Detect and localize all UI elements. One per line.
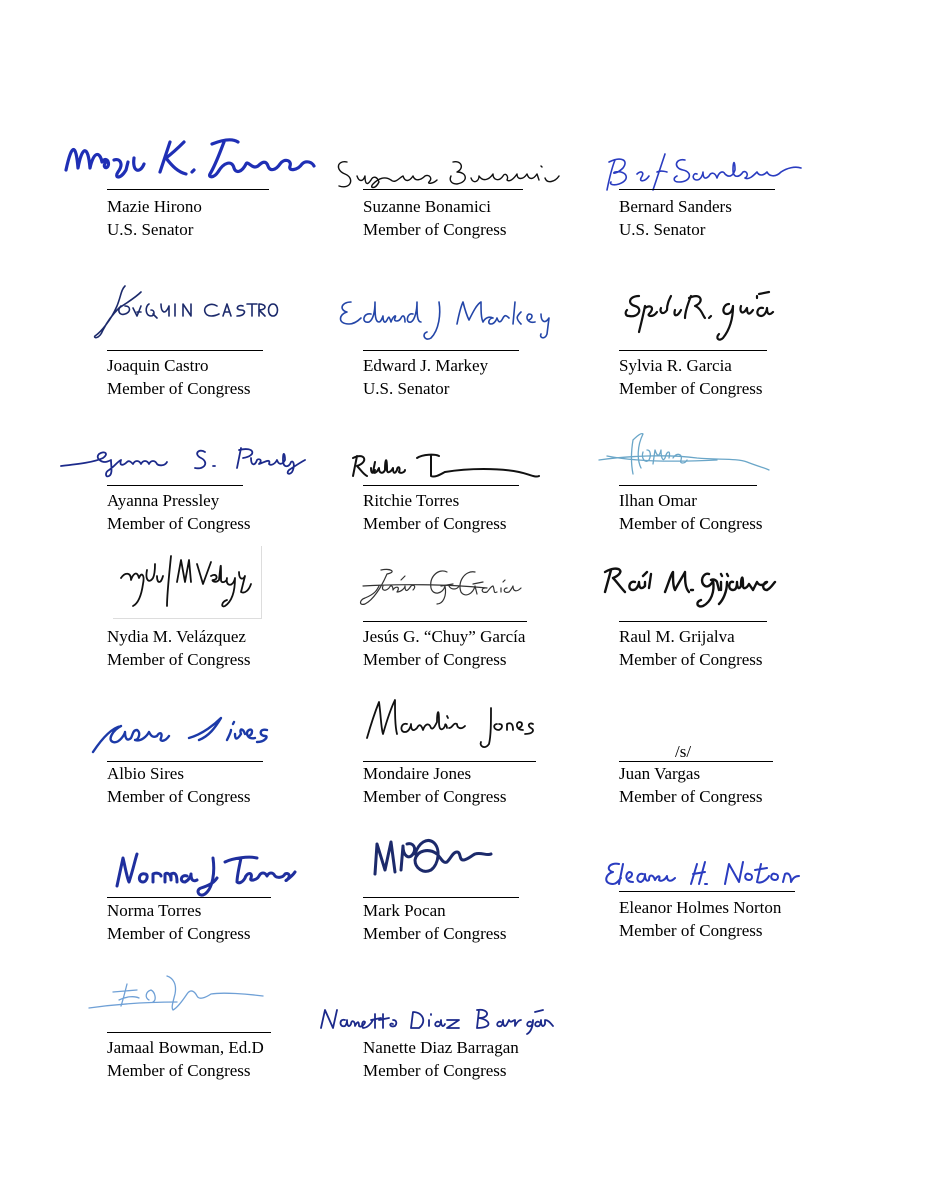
signatory-title: U.S. Senator — [107, 220, 194, 239]
signature-sanders — [601, 150, 811, 194]
signatory-title: Member of Congress — [363, 924, 507, 943]
signatory-name: Edward J. Markey — [363, 356, 489, 375]
signatory-title: Member of Congress — [107, 379, 251, 398]
signatory-name: Ilhan Omar — [619, 491, 697, 510]
signature-ntorres — [113, 844, 303, 902]
signature-line — [107, 485, 243, 486]
signatory-title: Member of Congress — [107, 514, 251, 533]
signature-castro — [91, 280, 261, 344]
signatory-name: Raul M. Grijalva — [619, 627, 735, 646]
signature-line — [363, 897, 519, 898]
signature-rtorres — [349, 448, 549, 482]
signatory-name: Ayanna Pressley — [107, 491, 220, 510]
conformed-signature: /s/ — [675, 742, 692, 761]
signatory-name: Mondaire Jones — [363, 764, 472, 783]
signatory-name: Eleanor Holmes Norton — [619, 898, 782, 917]
signature-barragan — [317, 1006, 557, 1034]
signatory-name: Jesús G. “Chuy” García — [363, 627, 526, 646]
signatory-title: Member of Congress — [619, 514, 763, 533]
signature-line — [619, 485, 757, 486]
signatory-name: Sylvia R. Garcia — [619, 356, 732, 375]
signature-jones — [363, 694, 543, 758]
signature-bowman — [87, 970, 277, 1018]
signatory-title: Member of Congress — [363, 650, 507, 669]
signatory-title: Member of Congress — [107, 1061, 251, 1080]
signature-line — [619, 189, 775, 190]
signatory-title: Member of Congress — [619, 921, 763, 940]
signatory-name: Mazie Hirono — [107, 197, 202, 216]
signature-sires — [89, 710, 299, 758]
signature-line — [363, 189, 523, 190]
signatory-title: Member of Congress — [107, 924, 251, 943]
signatory-name: Ritchie Torres — [363, 491, 460, 510]
signatory-title: U.S. Senator — [363, 379, 450, 398]
signature-line — [619, 350, 767, 351]
signature-line — [107, 897, 271, 898]
signature-pocan — [371, 830, 511, 888]
signatory-name: Juan Vargas — [619, 764, 701, 783]
signatory-name: Albio Sires — [107, 764, 184, 783]
signatory-name: Mark Pocan — [363, 901, 446, 920]
signatory-title: Member of Congress — [363, 787, 507, 806]
signatory-title: Member of Congress — [107, 650, 251, 669]
signature-grijalva — [599, 560, 779, 610]
signatory-name: Nanette Diaz Barragan — [363, 1038, 519, 1057]
signature-line — [107, 189, 269, 190]
signatory-title: Member of Congress — [363, 514, 507, 533]
signature-norton — [601, 858, 801, 892]
signature-line — [107, 350, 263, 351]
signature-jgarcia — [357, 564, 537, 612]
signatory-title: Member of Congress — [619, 787, 763, 806]
signatory-name: Joaquin Castro — [107, 356, 209, 375]
signatory-name: Bernard Sanders — [619, 197, 732, 216]
signatory-name: Norma Torres — [107, 901, 202, 920]
signatory-name: Jamaal Bowman, Ed.D — [107, 1038, 264, 1057]
signatory-title: Member of Congress — [363, 1061, 507, 1080]
signature-line — [619, 891, 795, 892]
signature-velazquez — [117, 550, 262, 614]
signature-bonamici — [333, 156, 573, 196]
signatory-title: Member of Congress — [107, 787, 251, 806]
signature-line — [363, 350, 519, 351]
signature-line — [363, 621, 527, 622]
signatory-title: Member of Congress — [619, 379, 763, 398]
signature-pressley — [59, 440, 309, 480]
signature-hirono — [62, 132, 332, 192]
signature-line — [107, 1032, 271, 1033]
signatory-title: Member of Congress — [363, 220, 507, 239]
signatory-title: Member of Congress — [619, 650, 763, 669]
signature-sgarcia — [619, 290, 779, 350]
signatory-name: Suzanne Bonamici — [363, 197, 491, 216]
signature-line — [363, 485, 519, 486]
signatory-title: U.S. Senator — [619, 220, 706, 239]
signature-line — [619, 621, 767, 622]
signatory-name: Nydia M. Velázquez — [107, 627, 246, 646]
signature-omar — [597, 428, 772, 482]
signature-markey — [335, 294, 565, 344]
